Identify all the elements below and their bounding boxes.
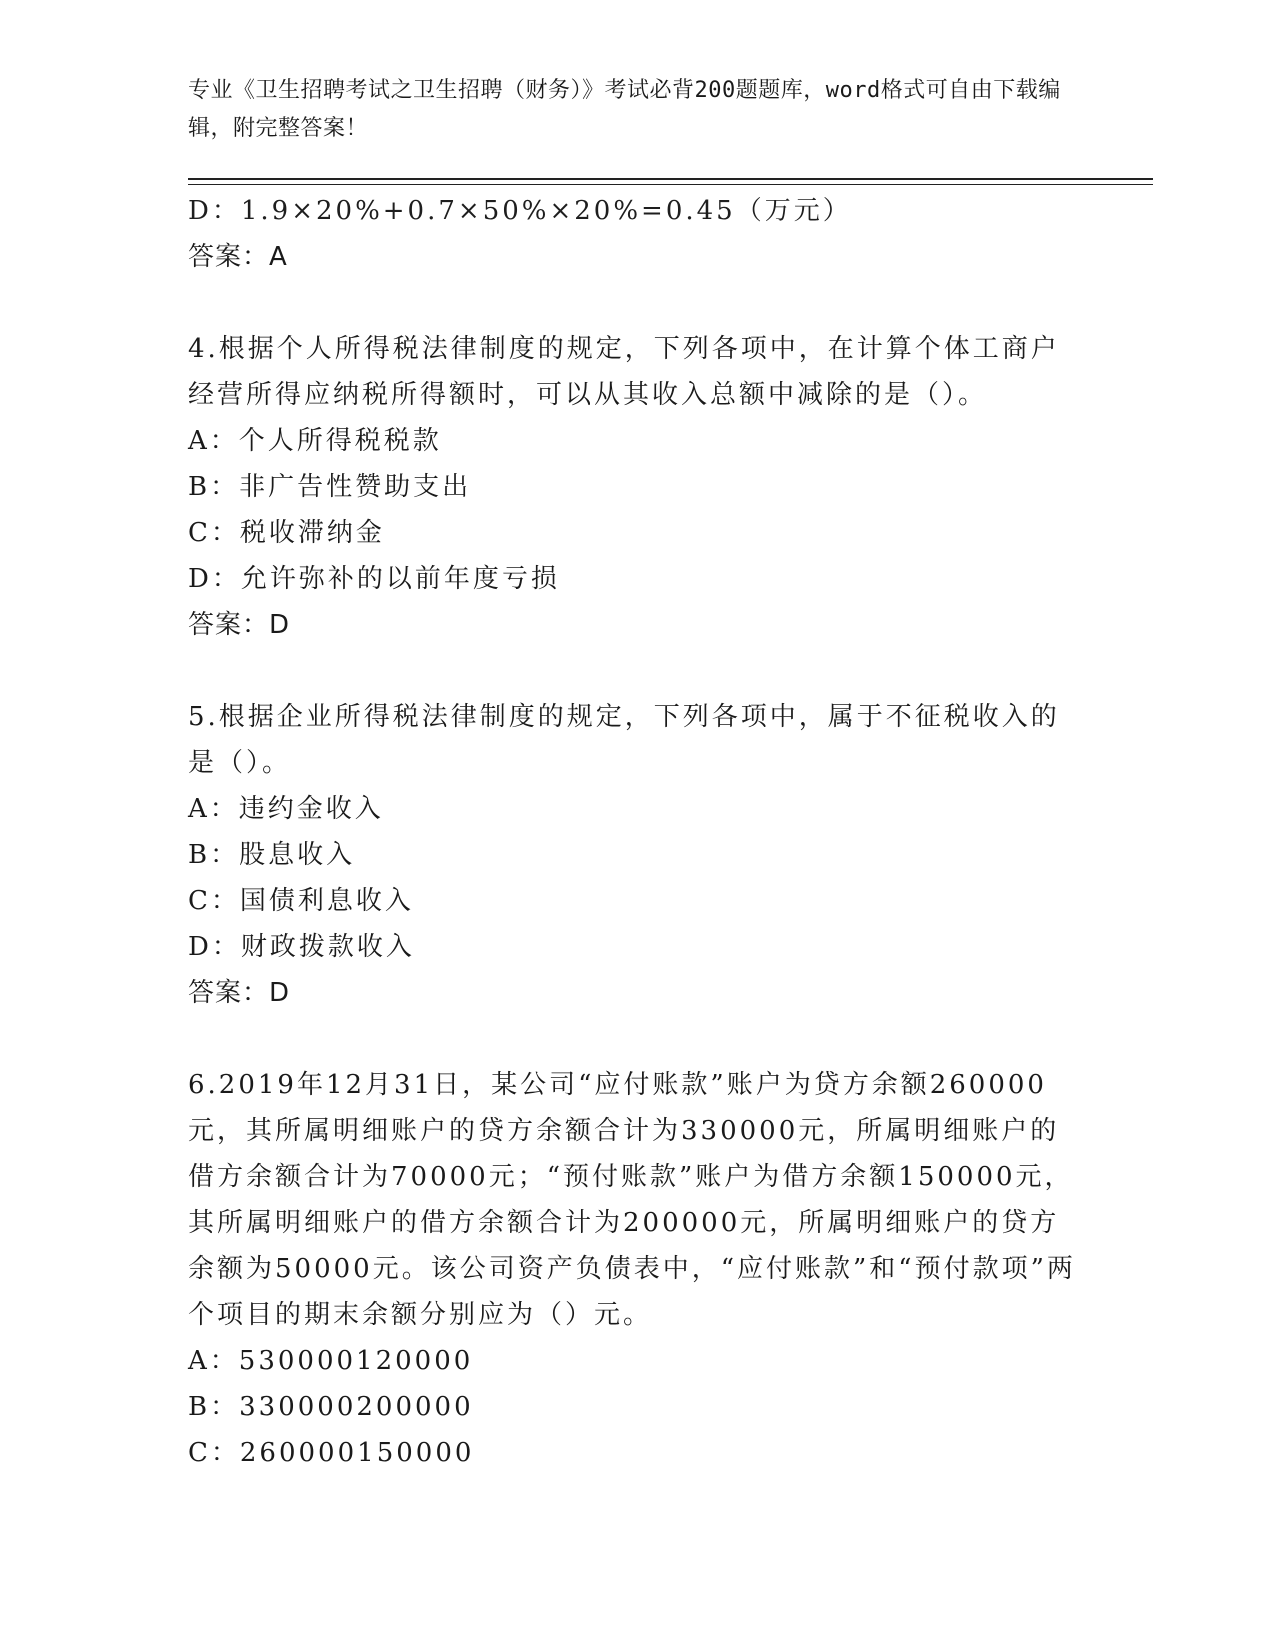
previous-question-answer: 答案：A bbox=[188, 242, 288, 272]
option-b: B：330000200000 bbox=[188, 1392, 474, 1422]
page-header: 专业《卫生招聘考试之卫生招聘（财务）》考试必背200题题库，word格式可自由下载编辑，附完整答案！ bbox=[188, 78, 1061, 141]
header-divider bbox=[188, 178, 1153, 180]
option-a: A：违约金收入 bbox=[188, 794, 384, 824]
option-a: A：个人所得税税款 bbox=[188, 426, 442, 456]
option-b: B：股息收入 bbox=[188, 840, 356, 870]
question-6 bbox=[188, 1062, 1088, 1476]
previous-question-option-d: D：1.9×20%+0.7×50%×20%=0.45（万元） bbox=[188, 196, 852, 226]
document-content bbox=[188, 188, 1088, 1476]
option-d: D：财政拨款收入 bbox=[188, 932, 415, 962]
option-c: C：国债利息收入 bbox=[188, 886, 414, 916]
question-text: 5.根据企业所得税法律制度的规定，下列各项中，属于不征税收入的是（）。 bbox=[188, 702, 1060, 778]
option-b: B：非广告性赞助支出 bbox=[188, 472, 472, 502]
option-c: C：税收滞纳金 bbox=[188, 518, 385, 548]
question-answer: 答案：D bbox=[188, 978, 291, 1008]
header-divider-thin bbox=[188, 184, 1153, 185]
question-4 bbox=[188, 326, 1088, 648]
question-text: 6.2019年12月31日，某公司“应付账款”账户为贷方余额260000元，其所属明细账户的贷方余额合计为330000元，所属明细账户的借方余额合计为70000元；“预付账款”账户为借方余额150000元，其所属明细账户的借方余额合计为200000元，所属明细账户的贷方余额为50000元。该公司资产负债表中，“应付账款”和“预付款项”两个项目的期末余额分别应为（）元。 bbox=[188, 1070, 1076, 1330]
question-answer: 答案：D bbox=[188, 610, 291, 640]
option-a: A：530000120000 bbox=[188, 1346, 474, 1376]
question-5 bbox=[188, 694, 1088, 1016]
question-text: 4.根据个人所得税法律制度的规定，下列各项中，在计算个体工商户经营所得应纳税所得额时，可以从其收入总额中减除的是（）。 bbox=[188, 334, 1060, 410]
option-c: C：260000150000 bbox=[188, 1438, 475, 1468]
option-d: D：允许弥补的以前年度亏损 bbox=[188, 564, 560, 594]
